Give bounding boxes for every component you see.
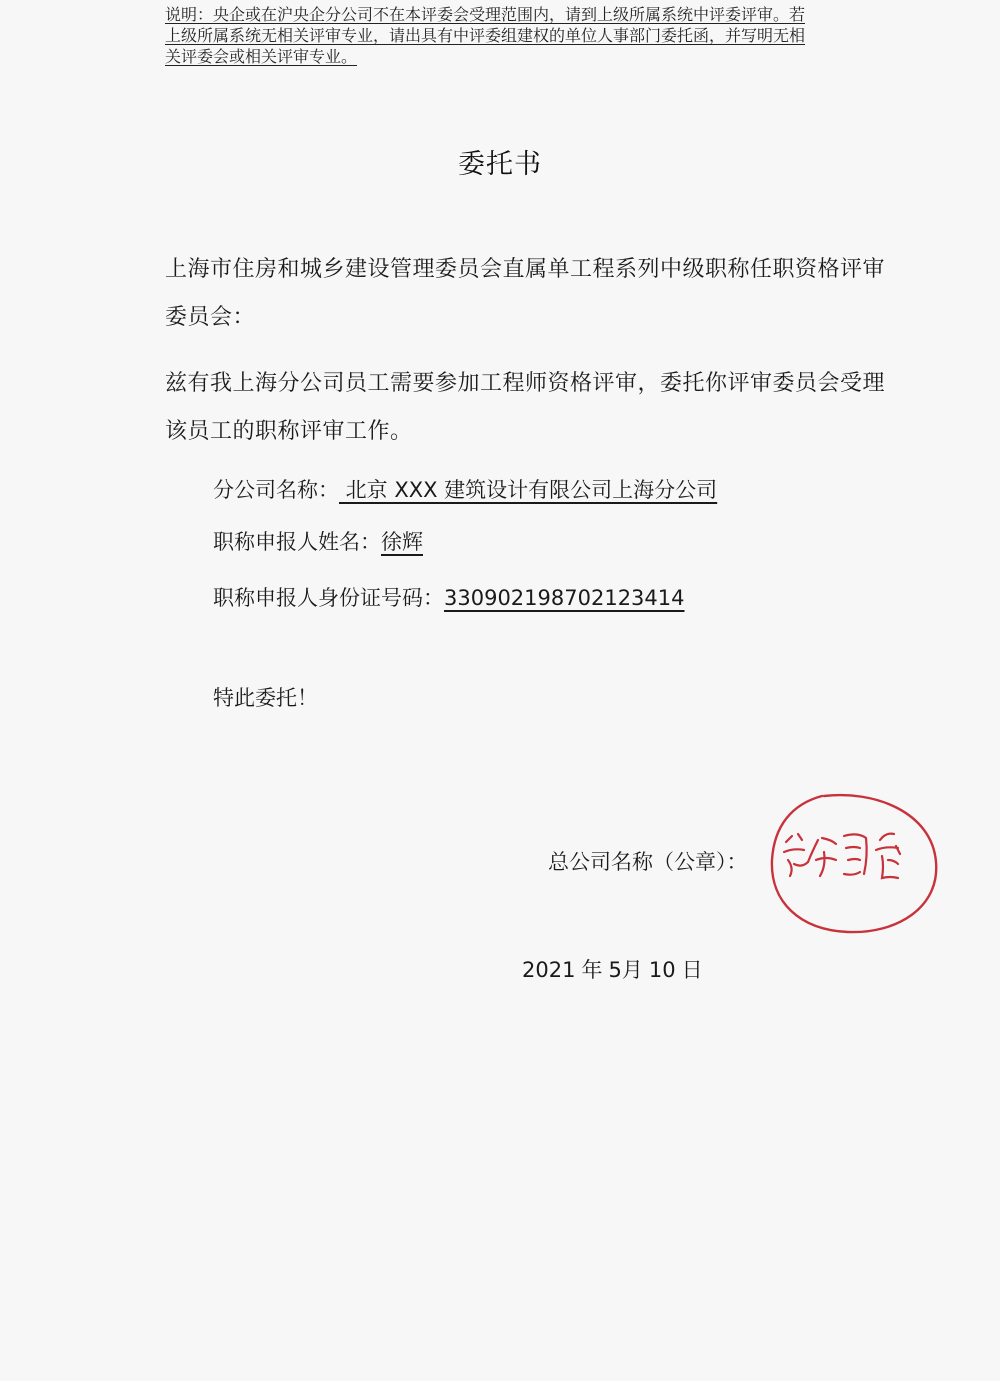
applicant-id-label: 职称申报人身份证号码： (213, 586, 444, 610)
applicant-id-value: 330902198702123414 (444, 586, 685, 610)
date-year: 2021 (522, 958, 576, 982)
date-day-unit: 日 (681, 958, 703, 982)
signature-label: 总公司名称（公章）： (548, 850, 748, 874)
body-paragraph: 兹有我上海分公司员工需要参加工程师资格评审，委托你评审委员会受理该员工的职称评审工作。 (165, 371, 886, 444)
date-day: 10 (648, 958, 676, 982)
note-line-3: 关评委会或相关评审专业。 (165, 47, 358, 66)
date-year-unit: 年 (581, 958, 603, 982)
note-line-2: 上级所属系统无相关评审专业，请出具有中评委组建权的单位人事部门委托函，并写明无相 (165, 26, 806, 45)
applicant-name-field (213, 526, 423, 556)
branch-name-value: 北京 XXX 建筑设计有限公司上海分公司 (339, 478, 718, 502)
applicant-name-label: 职称申报人姓名： (213, 530, 381, 554)
instruction-note (165, 4, 890, 67)
document-title: 委托书 (458, 149, 542, 180)
note-line-1: 说明：央企或在沪央企分公司不在本评委会受理范围内，请到上级所属系统中评委评审。若 (165, 5, 806, 24)
closing-line: 特此委托！ (213, 686, 318, 710)
addressee-paragraph: 上海市住房和城乡建设管理委员会直属单工程系列中级职称任职资格评审委员会： (165, 257, 886, 330)
branch-name-label: 分公司名称： (213, 478, 339, 502)
company-seal-icon (764, 790, 940, 936)
date-month: 5月 (608, 958, 643, 982)
document-date (522, 954, 709, 984)
branch-name-field (213, 474, 717, 504)
applicant-name-value: 徐辉 (381, 530, 423, 554)
applicant-id-field (213, 582, 685, 612)
